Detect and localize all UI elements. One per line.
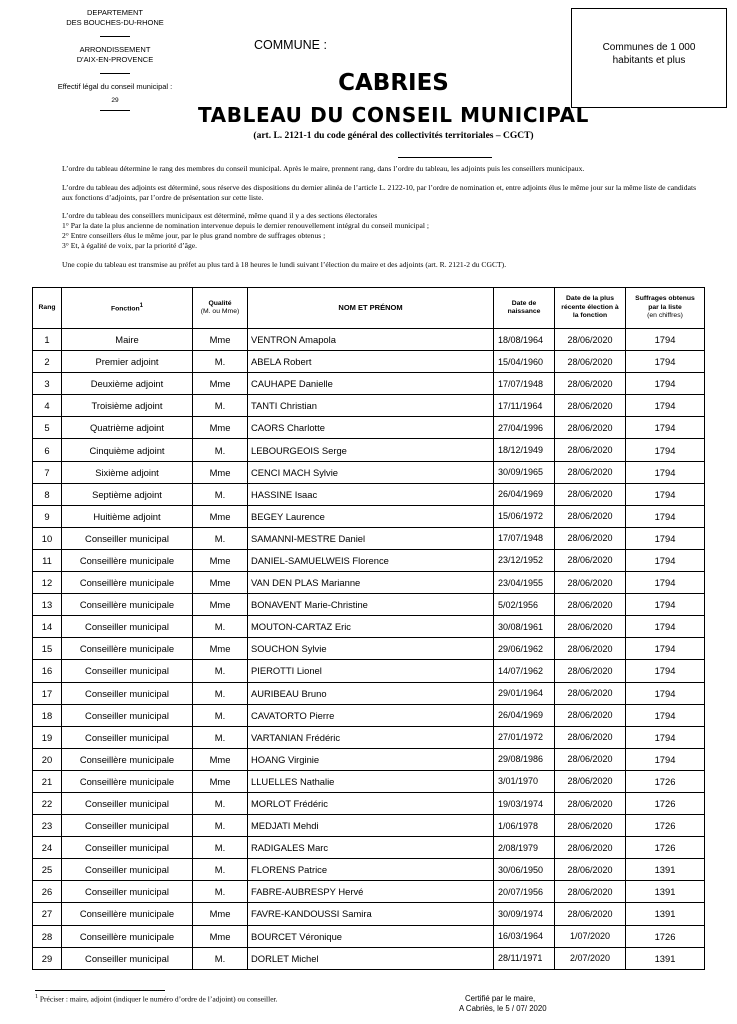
header-naissance bbox=[494, 288, 555, 329]
table-row bbox=[33, 748, 705, 770]
commune-label: COMMUNE : bbox=[254, 38, 327, 52]
cell-fonction: Conseiller municipal bbox=[62, 881, 193, 903]
cell-rang: 16 bbox=[33, 660, 62, 682]
cell-suffrages: 1794 bbox=[626, 660, 705, 682]
cell-qualite: Mme bbox=[193, 461, 248, 483]
table-row bbox=[33, 461, 705, 483]
intro-paragraph-4: Une copie du tableau est transmise au préfet au plus tard à 18 heures le lundi suivant l’élection du maire et des adjoints (art. R. 2121-2 du CGCT). bbox=[62, 259, 507, 269]
cell-suffrages: 1794 bbox=[626, 329, 705, 351]
cell-nom: SOUCHON Sylvie bbox=[248, 638, 494, 660]
cell-nom: FABRE-AUBRESPY Hervé bbox=[248, 881, 494, 903]
cell-rang: 8 bbox=[33, 483, 62, 505]
cell-fonction: Huitième adjoint bbox=[62, 505, 193, 527]
table-row bbox=[33, 947, 705, 969]
cell-qualite: Mme bbox=[193, 903, 248, 925]
table-row bbox=[33, 682, 705, 704]
table-row bbox=[33, 859, 705, 881]
cell-qualite: M. bbox=[193, 881, 248, 903]
header-naissance-line1: Date de bbox=[511, 299, 537, 307]
cell-nom: MORLOT Frédéric bbox=[248, 792, 494, 814]
cell-election: 28/06/2020 bbox=[555, 682, 626, 704]
cell-qualite: Mme bbox=[193, 329, 248, 351]
cell-election: 28/06/2020 bbox=[555, 660, 626, 682]
cell-naissance: 16/03/1964 bbox=[494, 925, 555, 947]
cell-rang: 10 bbox=[33, 527, 62, 549]
table-body bbox=[33, 329, 705, 970]
cell-fonction: Quatrième adjoint bbox=[62, 417, 193, 439]
cell-rang: 5 bbox=[33, 417, 62, 439]
cell-nom: BEGEY Laurence bbox=[248, 505, 494, 527]
cell-nom: TANTI Christian bbox=[248, 395, 494, 417]
cell-nom: ABELA Robert bbox=[248, 351, 494, 373]
cell-rang: 18 bbox=[33, 704, 62, 726]
cell-election: 28/06/2020 bbox=[555, 461, 626, 483]
cell-election: 28/06/2020 bbox=[555, 748, 626, 770]
cell-suffrages: 1794 bbox=[626, 395, 705, 417]
cell-naissance: 19/03/1974 bbox=[494, 792, 555, 814]
cell-naissance: 2/08/1979 bbox=[494, 837, 555, 859]
table-row bbox=[33, 329, 705, 351]
table-row bbox=[33, 417, 705, 439]
certify-line2: A Cabriès, le 5 / 07/ 2020 bbox=[459, 1004, 547, 1013]
cell-fonction: Conseillère municipale bbox=[62, 748, 193, 770]
cell-nom: FAVRE-KANDOUSSI Samira bbox=[248, 903, 494, 925]
cell-rang: 15 bbox=[33, 638, 62, 660]
cell-naissance: 30/09/1965 bbox=[494, 461, 555, 483]
cell-naissance: 28/11/1971 bbox=[494, 947, 555, 969]
cell-naissance: 20/07/1956 bbox=[494, 881, 555, 903]
cell-election: 1/07/2020 bbox=[555, 925, 626, 947]
header-naissance-line2: naissance bbox=[507, 308, 541, 315]
cell-rang: 25 bbox=[33, 859, 62, 881]
cell-suffrages: 1794 bbox=[626, 373, 705, 395]
cell-rang: 26 bbox=[33, 881, 62, 903]
table-header-row bbox=[33, 288, 705, 329]
cell-nom: CENCI MACH Sylvie bbox=[248, 461, 494, 483]
cell-nom: DORLET Michel bbox=[248, 947, 494, 969]
cell-naissance: 23/12/1952 bbox=[494, 549, 555, 571]
cell-rang: 27 bbox=[33, 903, 62, 925]
cell-qualite: Mme bbox=[193, 549, 248, 571]
table-row bbox=[33, 483, 705, 505]
cell-suffrages: 1794 bbox=[626, 638, 705, 660]
cell-election: 28/06/2020 bbox=[555, 903, 626, 925]
table-row bbox=[33, 704, 705, 726]
cell-suffrages: 1794 bbox=[626, 549, 705, 571]
cell-election: 28/06/2020 bbox=[555, 594, 626, 616]
cell-rang: 14 bbox=[33, 616, 62, 638]
document-subtitle: (art. L. 2121-1 du code général des collectivités territoriales – CGCT) bbox=[253, 131, 534, 141]
cell-naissance: 26/04/1969 bbox=[494, 704, 555, 726]
cell-nom: BONAVENT Marie-Christine bbox=[248, 594, 494, 616]
cell-suffrages: 1391 bbox=[626, 947, 705, 969]
cell-election: 28/06/2020 bbox=[555, 527, 626, 549]
cell-fonction: Conseiller municipal bbox=[62, 947, 193, 969]
cell-naissance: 17/11/1964 bbox=[494, 395, 555, 417]
cell-election: 28/06/2020 bbox=[555, 351, 626, 373]
cell-nom: VARTANIAN Frédéric bbox=[248, 726, 494, 748]
cell-rang: 20 bbox=[33, 748, 62, 770]
cell-fonction: Cinquième adjoint bbox=[62, 439, 193, 461]
cell-suffrages: 1794 bbox=[626, 417, 705, 439]
header-suffrages-line2: par la liste bbox=[648, 303, 682, 311]
table-row bbox=[33, 638, 705, 660]
cell-rang: 17 bbox=[33, 682, 62, 704]
cell-naissance: 26/04/1969 bbox=[494, 483, 555, 505]
cell-election: 28/06/2020 bbox=[555, 417, 626, 439]
cell-suffrages: 1726 bbox=[626, 837, 705, 859]
intro-rule-2: 2° Entre conseillers élus le même jour, par le plus grand nombre de suffrages obtenus ; bbox=[62, 230, 326, 240]
cell-suffrages: 1794 bbox=[626, 748, 705, 770]
cell-qualite: Mme bbox=[193, 373, 248, 395]
cell-suffrages: 1726 bbox=[626, 770, 705, 792]
footnote-marker: 1 bbox=[139, 303, 144, 310]
cell-nom: DANIEL-SAMUELWEIS Florence bbox=[248, 549, 494, 571]
table-row bbox=[33, 505, 705, 527]
cell-naissance: 3/01/1970 bbox=[494, 770, 555, 792]
cell-suffrages: 1794 bbox=[626, 505, 705, 527]
cell-qualite: M. bbox=[193, 483, 248, 505]
cell-qualite: Mme bbox=[193, 572, 248, 594]
cell-rang: 13 bbox=[33, 594, 62, 616]
intro-paragraph-2-text: L’ordre du tableau des adjoints est déterminé, sous réserve des dispositions du dernier alinéa de l’article L. 2122-10, par l’ordre de nomination et, entre adjoints élus le même jour sur la même liste de candidats aux fonctions d’adjoints, par l’ordre de présentation sur cette liste. bbox=[62, 182, 697, 202]
cell-rang: 2 bbox=[33, 351, 62, 373]
cell-fonction: Conseiller municipal bbox=[62, 527, 193, 549]
cell-rang: 9 bbox=[33, 505, 62, 527]
cell-fonction: Conseillère municipale bbox=[62, 572, 193, 594]
cell-suffrages: 1794 bbox=[626, 682, 705, 704]
table-row bbox=[33, 373, 705, 395]
cell-qualite: Mme bbox=[193, 505, 248, 527]
cell-fonction: Sixième adjoint bbox=[62, 461, 193, 483]
table-row bbox=[33, 770, 705, 792]
cell-qualite: M. bbox=[193, 704, 248, 726]
cell-qualite: M. bbox=[193, 395, 248, 417]
cell-naissance: 29/06/1962 bbox=[494, 638, 555, 660]
cell-qualite: M. bbox=[193, 792, 248, 814]
intro-paragraph-3 bbox=[34, 211, 706, 250]
cell-nom: BOURCET Véronique bbox=[248, 925, 494, 947]
header-election-line1: Date de la plus bbox=[566, 295, 614, 303]
cell-fonction: Conseillère municipale bbox=[62, 638, 193, 660]
departement-name: DES BOUCHES-DU-RHONE bbox=[66, 18, 164, 27]
table-row bbox=[33, 527, 705, 549]
cell-qualite: M. bbox=[193, 837, 248, 859]
cell-nom: VAN DEN PLAS Marianne bbox=[248, 572, 494, 594]
cell-election: 28/06/2020 bbox=[555, 505, 626, 527]
table-row bbox=[33, 881, 705, 903]
cell-nom: PIEROTTI Lionel bbox=[248, 660, 494, 682]
cell-rang: 1 bbox=[33, 329, 62, 351]
header-suffrages-line1: Suffrages obtenus bbox=[635, 295, 695, 303]
cell-naissance: 30/06/1950 bbox=[494, 859, 555, 881]
cell-suffrages: 1726 bbox=[626, 815, 705, 837]
cell-naissance: 18/08/1964 bbox=[494, 329, 555, 351]
certify-line1: Certifié par le maire, bbox=[465, 994, 536, 1003]
cell-nom: HASSINE Isaac bbox=[248, 483, 494, 505]
cell-rang: 29 bbox=[33, 947, 62, 969]
cell-qualite: M. bbox=[193, 947, 248, 969]
header-qualite-sub: (M. ou Mme) bbox=[200, 308, 240, 315]
table-row bbox=[33, 351, 705, 373]
cell-suffrages: 1726 bbox=[626, 925, 705, 947]
cell-nom: CAORS Charlotte bbox=[248, 417, 494, 439]
cell-election: 28/06/2020 bbox=[555, 770, 626, 792]
separator bbox=[100, 36, 130, 37]
header-fonction bbox=[62, 288, 193, 329]
cell-suffrages: 1794 bbox=[626, 527, 705, 549]
cell-suffrages: 1794 bbox=[626, 594, 705, 616]
certification bbox=[459, 994, 547, 1014]
cell-suffrages: 1726 bbox=[626, 792, 705, 814]
cell-nom: RADIGALES Marc bbox=[248, 837, 494, 859]
title-divider bbox=[398, 157, 492, 158]
cell-naissance: 30/08/1961 bbox=[494, 616, 555, 638]
cell-nom: AURIBEAU Bruno bbox=[248, 682, 494, 704]
commune-name: CABRIES bbox=[338, 70, 449, 96]
cell-fonction: Conseiller municipal bbox=[62, 792, 193, 814]
cell-rang: 22 bbox=[33, 792, 62, 814]
table-row bbox=[33, 903, 705, 925]
cell-qualite: M. bbox=[193, 815, 248, 837]
footnote-divider bbox=[35, 990, 165, 991]
cell-fonction: Conseiller municipal bbox=[62, 660, 193, 682]
effectif-value: 29 bbox=[111, 97, 119, 104]
table-row bbox=[33, 572, 705, 594]
cell-fonction: Conseillère municipale bbox=[62, 594, 193, 616]
cell-naissance: 27/01/1972 bbox=[494, 726, 555, 748]
cell-suffrages: 1794 bbox=[626, 726, 705, 748]
cell-qualite: Mme bbox=[193, 748, 248, 770]
cell-naissance: 17/07/1948 bbox=[494, 527, 555, 549]
cell-election: 28/06/2020 bbox=[555, 792, 626, 814]
cell-suffrages: 1794 bbox=[626, 461, 705, 483]
cell-election: 28/06/2020 bbox=[555, 859, 626, 881]
table-row bbox=[33, 837, 705, 859]
cell-suffrages: 1794 bbox=[626, 704, 705, 726]
cell-qualite: Mme bbox=[193, 925, 248, 947]
cell-election: 28/06/2020 bbox=[555, 483, 626, 505]
cell-qualite: Mme bbox=[193, 417, 248, 439]
cell-naissance: 14/07/1962 bbox=[494, 660, 555, 682]
cell-fonction: Conseillère municipale bbox=[62, 770, 193, 792]
header-rang: Rang bbox=[33, 288, 62, 329]
footnote bbox=[35, 994, 278, 1004]
header-nom: NOM ET PRÉNOM bbox=[248, 288, 494, 329]
footnote-text: Préciser : maire, adjoint (indiquer le numéro d’ordre de l’adjoint) ou conseiller. bbox=[39, 994, 278, 1004]
table-row bbox=[33, 616, 705, 638]
table-row bbox=[33, 395, 705, 417]
cell-fonction: Conseiller municipal bbox=[62, 704, 193, 726]
intro-rules-lead: L’ordre du tableau des conseillers municipaux est déterminé, même quand il y a des sections électorales bbox=[62, 211, 378, 221]
footnote-number: 1 bbox=[35, 994, 38, 1000]
cell-rang: 7 bbox=[33, 461, 62, 483]
cell-qualite: M. bbox=[193, 616, 248, 638]
cell-nom: CAVATORTO Pierre bbox=[248, 704, 494, 726]
cell-naissance: 15/04/1960 bbox=[494, 351, 555, 373]
cell-naissance: 18/12/1949 bbox=[494, 439, 555, 461]
cell-naissance: 15/06/1972 bbox=[494, 505, 555, 527]
arrondissement-name: D'AIX-EN-PROVENCE bbox=[76, 55, 154, 64]
table-row bbox=[33, 660, 705, 682]
cell-rang: 24 bbox=[33, 837, 62, 859]
table-row bbox=[33, 815, 705, 837]
cell-nom: MEDJATI Mehdi bbox=[248, 815, 494, 837]
cell-rang: 11 bbox=[33, 549, 62, 571]
cell-fonction: Septième adjoint bbox=[62, 483, 193, 505]
cell-fonction: Premier adjoint bbox=[62, 351, 193, 373]
cell-fonction: Conseillère municipale bbox=[62, 903, 193, 925]
table-row bbox=[33, 925, 705, 947]
cell-rang: 6 bbox=[33, 439, 62, 461]
cell-qualite: Mme bbox=[193, 594, 248, 616]
cell-naissance: 29/08/1986 bbox=[494, 748, 555, 770]
cell-election: 28/06/2020 bbox=[555, 439, 626, 461]
cell-suffrages: 1794 bbox=[626, 616, 705, 638]
cell-rang: 3 bbox=[33, 373, 62, 395]
cell-fonction: Troisième adjoint bbox=[62, 395, 193, 417]
cell-suffrages: 1794 bbox=[626, 572, 705, 594]
cell-suffrages: 1794 bbox=[626, 483, 705, 505]
intro-rule-1: 1° Par la date la plus ancienne de nomination intervenue depuis le dernier renouvellement intégral du conseil municipal ; bbox=[62, 221, 429, 231]
cell-election: 28/06/2020 bbox=[555, 549, 626, 571]
header-qualite-label: Qualité bbox=[208, 299, 232, 307]
cell-rang: 23 bbox=[33, 815, 62, 837]
header-election-line3: la fonction bbox=[572, 312, 608, 320]
cell-fonction: Conseillère municipale bbox=[62, 925, 193, 947]
cell-rang: 21 bbox=[33, 770, 62, 792]
cell-election: 28/06/2020 bbox=[555, 881, 626, 903]
document-title: TABLEAU DU CONSEIL MUNICIPAL bbox=[197, 103, 589, 127]
cell-rang: 19 bbox=[33, 726, 62, 748]
intro-paragraph-1: L’ordre du tableau détermine le rang des membres du conseil municipal. Après le maire, prennent rang, dans l’ordre du tableau, les adjoints puis les conseillers municipaux. bbox=[62, 164, 585, 173]
table-row bbox=[33, 549, 705, 571]
cell-election: 28/06/2020 bbox=[555, 726, 626, 748]
intro-text bbox=[34, 164, 706, 278]
header-election bbox=[555, 288, 626, 329]
cell-suffrages: 1391 bbox=[626, 859, 705, 881]
arrondissement-label: ARRONDISSEMENT bbox=[79, 45, 151, 54]
cell-fonction: Deuxième adjoint bbox=[62, 373, 193, 395]
cell-fonction: Conseiller municipal bbox=[62, 726, 193, 748]
cell-election: 28/06/2020 bbox=[555, 638, 626, 660]
cell-election: 28/06/2020 bbox=[555, 395, 626, 417]
cell-fonction: Conseiller municipal bbox=[62, 616, 193, 638]
cell-naissance: 29/01/1964 bbox=[494, 682, 555, 704]
cell-rang: 12 bbox=[33, 572, 62, 594]
commune-size-line2: habitants et plus bbox=[612, 55, 686, 66]
cell-nom: FLORENS Patrice bbox=[248, 859, 494, 881]
cell-naissance: 30/09/1974 bbox=[494, 903, 555, 925]
cell-qualite: M. bbox=[193, 726, 248, 748]
cell-qualite: M. bbox=[193, 682, 248, 704]
cell-election: 28/06/2020 bbox=[555, 616, 626, 638]
effectif-label: Effectif légal du conseil municipal : bbox=[57, 82, 173, 91]
table-row bbox=[33, 594, 705, 616]
cell-naissance: 5/02/1956 bbox=[494, 594, 555, 616]
cell-election: 28/06/2020 bbox=[555, 572, 626, 594]
cell-qualite: Mme bbox=[193, 638, 248, 660]
cell-suffrages: 1794 bbox=[626, 351, 705, 373]
cell-naissance: 17/07/1948 bbox=[494, 373, 555, 395]
header-suffrages-line3: (en chiffres) bbox=[647, 312, 683, 320]
commune-size-line1: Communes de 1 000 bbox=[602, 42, 696, 53]
cell-fonction: Maire bbox=[62, 329, 193, 351]
table-row bbox=[33, 439, 705, 461]
cell-naissance: 27/04/1996 bbox=[494, 417, 555, 439]
intro-paragraph-2 bbox=[34, 183, 706, 203]
cell-qualite: M. bbox=[193, 660, 248, 682]
cell-election: 28/06/2020 bbox=[555, 373, 626, 395]
cell-nom: HOANG Virginie bbox=[248, 748, 494, 770]
cell-nom: CAUHAPE Danielle bbox=[248, 373, 494, 395]
cell-election: 28/06/2020 bbox=[555, 704, 626, 726]
cell-nom: LLUELLES Nathalie bbox=[248, 770, 494, 792]
cell-fonction: Conseillère municipale bbox=[62, 549, 193, 571]
header-election-line2: récente élection à bbox=[561, 303, 619, 311]
cell-qualite: M. bbox=[193, 351, 248, 373]
cell-election: 28/06/2020 bbox=[555, 837, 626, 859]
cell-suffrages: 1391 bbox=[626, 903, 705, 925]
cell-election: 28/06/2020 bbox=[555, 815, 626, 837]
cell-nom: LEBOURGEOIS Serge bbox=[248, 439, 494, 461]
header-suffrages bbox=[626, 288, 705, 329]
cell-suffrages: 1794 bbox=[626, 439, 705, 461]
cell-naissance: 23/04/1955 bbox=[494, 572, 555, 594]
intro-rule-3: 3° Et, à égalité de voix, par la priorité d’âge. bbox=[62, 240, 198, 250]
cell-qualite: M. bbox=[193, 439, 248, 461]
cell-election: 28/06/2020 bbox=[555, 329, 626, 351]
departement-label: DEPARTEMENT bbox=[87, 8, 143, 17]
cell-rang: 4 bbox=[33, 395, 62, 417]
cell-fonction: Conseiller municipal bbox=[62, 837, 193, 859]
header-fonction-label: Fonction bbox=[110, 305, 140, 313]
cell-nom: VENTRON Amapola bbox=[248, 329, 494, 351]
cell-fonction: Conseiller municipal bbox=[62, 859, 193, 881]
cell-naissance: 1/06/1978 bbox=[494, 815, 555, 837]
cell-suffrages: 1391 bbox=[626, 881, 705, 903]
table-row bbox=[33, 726, 705, 748]
cell-fonction: Conseiller municipal bbox=[62, 815, 193, 837]
cell-nom: MOUTON-CARTAZ Eric bbox=[248, 616, 494, 638]
table-row bbox=[33, 792, 705, 814]
cell-nom: SAMANNI-MESTRE Daniel bbox=[248, 527, 494, 549]
cell-fonction: Conseiller municipal bbox=[62, 682, 193, 704]
council-table bbox=[32, 287, 705, 970]
cell-qualite: M. bbox=[193, 859, 248, 881]
cell-qualite: Mme bbox=[193, 770, 248, 792]
cell-qualite: M. bbox=[193, 527, 248, 549]
cell-election: 2/07/2020 bbox=[555, 947, 626, 969]
cell-rang: 28 bbox=[33, 925, 62, 947]
header-qualite bbox=[193, 288, 248, 329]
